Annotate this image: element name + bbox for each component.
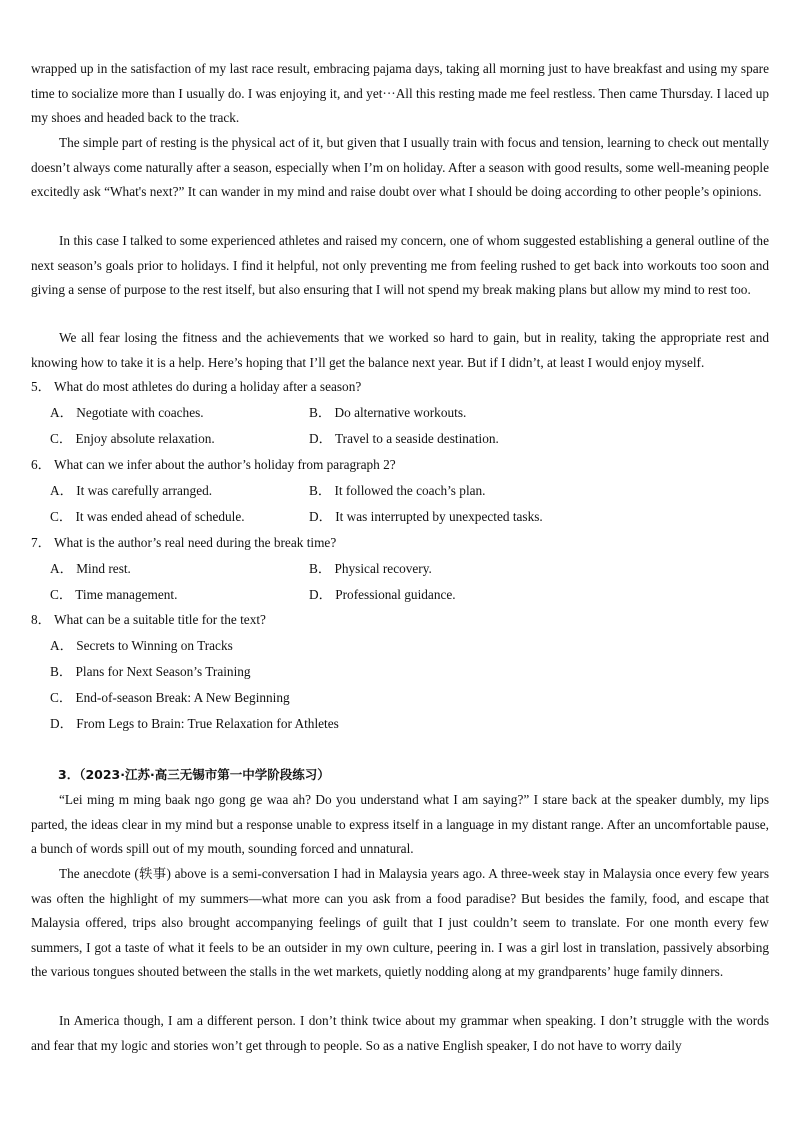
question-6-stem: 6． What can we infer about the author’s holiday from paragraph 2?	[31, 457, 396, 472]
question-6-option-b: B． It followed the coach’s plan.	[309, 483, 486, 498]
question-5-option-b: B． Do alternative workouts.	[309, 405, 467, 420]
section-3-paragraph-2: The anecdote (轶事) above is a semi-conversation I had in Malaysia years ago. A three-week stay in Malaysia once every few years was often the highlight of my summers—what more can you ask from a food paradise? But besides the family, food, and escape that Malaysia offered, trips also brought accompanying feelings of guilt that I just couldn’t seem to translate. For one month every few summers, I got a taste of what it feels to be an outsider in my own culture, peering in. I was a girl lost in translation, passively absorbing the various tongues shouted between the stalls in the wet markets, quietly nodding along at my grandparents’ huge family dinners.	[31, 866, 769, 980]
section-3-paragraph-3: In America though, I am a different person. I don’t think twice about my grammar when speaking. I don’t struggle with the words and fear that my logic and stories won’t get through to people. So as a native English speaker, I do not have to worry daily	[31, 1013, 769, 1053]
section-3-heading: 3．（2023·江苏·高三无锡市第一中学阶段练习）	[58, 767, 330, 782]
question-7-option-c: C． Time management.	[50, 587, 178, 602]
passage-paragraph-2: The simple part of resting is the physical act of it, but given that I usually train with focus and tension, learning to check out mentally doesn’t always come naturally after a season, especially when I’m on holiday. After a season with good results, some well-meaning people excitedly ask “What's next?” It can wander in my mind and raise doubt over what I should be doing according to other people’s opinions.	[31, 135, 769, 200]
passage-paragraph-1: wrapped up in the satisfaction of my last race result, embracing pajama days, taking all morning just to have breakfast and using my spare time to socialize more than I usually do. I was enjoying it, and yet···All this resting made me feel restless. Then came Thursday. I laced up my shoes and headed back to the track.	[31, 61, 769, 126]
question-5-option-c: C． Enjoy absolute relaxation.	[50, 431, 215, 446]
passage-paragraph-3: In this case I talked to some experienced athletes and raised my concern, one of whom suggested establishing a general outline of the next season’s goals prior to holidays. I find it helpful, not only preventing me from feeling rushed to get back into workouts too soon and giving a sense of purpose to the rest itself, but also ensuring that I will not spend my break making plans but allow my mind to rest too.	[31, 233, 769, 298]
question-7-stem: 7． What is the author’s real need during the break time?	[31, 535, 337, 550]
question-8-option-a: A． Secrets to Winning on Tracks	[50, 638, 233, 653]
question-7-option-d: D． Professional guidance.	[309, 587, 456, 602]
question-8-option-d: D． From Legs to Brain: True Relaxation for Athletes	[50, 716, 339, 731]
question-8-option-c: C． End-of-season Break: A New Beginning	[50, 690, 290, 705]
question-7-option-a: A． Mind rest.	[50, 561, 131, 576]
question-5-option-a: A． Negotiate with coaches.	[50, 405, 204, 420]
question-6-option-c: C． It was ended ahead of schedule.	[50, 509, 245, 524]
question-5-stem: 5． What do most athletes do during a holiday after a season?	[31, 379, 362, 394]
passage-paragraph-4: We all fear losing the fitness and the achievements that we worked so hard to gain, but in reality, taking the appropriate rest and knowing how to take it is a help. Here’s hoping that I’ll get the balance next year. But if I didn’t, at least I would enjoy myself.	[31, 330, 769, 370]
question-6-option-a: A． It was carefully arranged.	[50, 483, 213, 498]
question-5-option-d: D． Travel to a seaside destination.	[309, 431, 499, 446]
section-3-paragraph-1: “Lei ming m ming baak ngo gong ge waa ah? Do you understand what I am saying?” I stare back at the speaker dumbly, my lips parted, the ideas clear in my mind but a response unable to express itself in a language in my distant range. After an uncomfortable pause, a bunch of words spill out of my mouth, sounding forced and unnatural.	[31, 792, 769, 857]
question-6-option-d: D． It was interrupted by unexpected tasks.	[309, 509, 543, 524]
question-8-stem: 8． What can be a suitable title for the text?	[31, 612, 266, 627]
question-7-option-b: B． Physical recovery.	[309, 561, 432, 576]
question-8-option-b: B． Plans for Next Season’s Training	[50, 664, 251, 679]
